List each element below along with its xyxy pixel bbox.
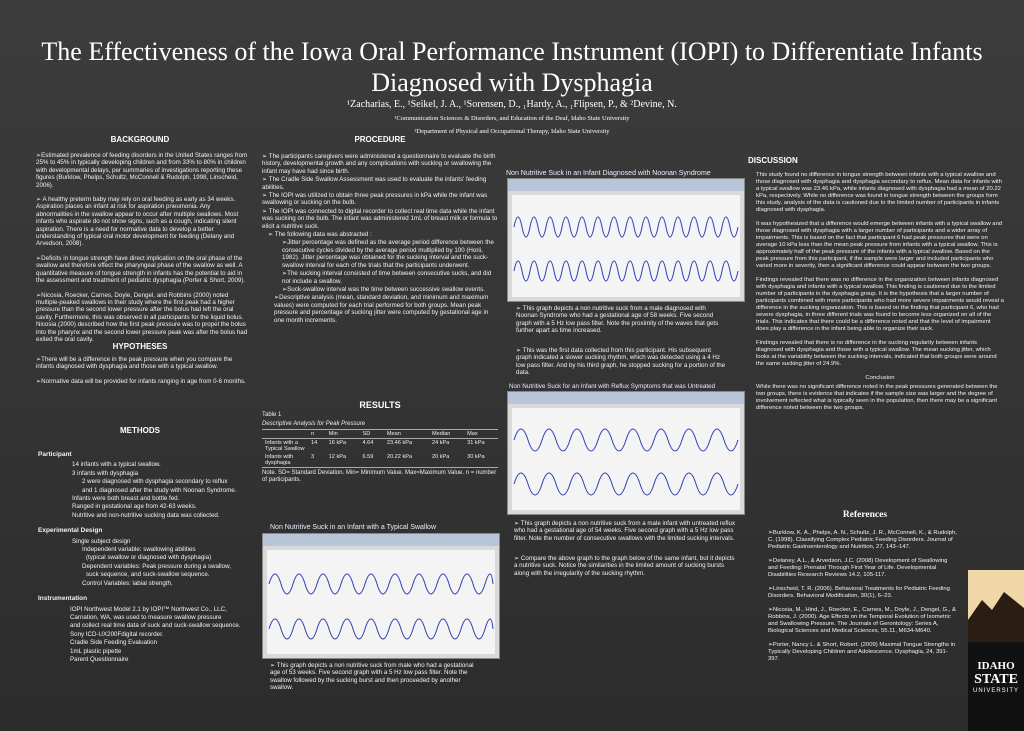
graph2-waveform bbox=[507, 391, 745, 515]
table-row bbox=[262, 439, 498, 454]
list-item: Nutritive and non-nutritive sucking data was collected. bbox=[72, 511, 220, 519]
graph3-title: Non Nutritive Suck in an Infant with a Typical Swallow bbox=[270, 524, 437, 531]
references-heading: References bbox=[842, 510, 888, 520]
list-item: Single subject design bbox=[72, 537, 131, 545]
discussion-paragraph: Findings revealed that there was no difference in the organization between infants diagnosed with dysphagia and infants with a typical swallow. This finding is cautioned due to the limited number of participants in the dysphagia group. It is the hypothesis that a larger number of participants combined with more participants who had more severe impairments would reveal a difference in the sucking organization. This is based on the finding that participant 6, who had severe dysphagia, in three different trials was found to become less organized on all of the trials. This indicates that there could be a difference noted and that the level of impairment does play a difference in the infant being able to organize their suck. bbox=[756, 277, 1004, 332]
table-cell: 12 kPa bbox=[328, 454, 347, 460]
list-item: Control Variables: labial strength. bbox=[82, 579, 173, 587]
logo-line-1: IDAHO bbox=[977, 660, 1015, 672]
affiliation-1: ¹Communication Sciences & Disorders, and Education of the Deaf, Idaho State University bbox=[394, 115, 630, 122]
hypotheses-section bbox=[36, 356, 248, 392]
graph2-caption-2: ➢ Compare the above graph to the graph below of the same infant, but it depicts a nutritive suck. Notice the similarities in the limited amount of sucking bursts along with the irregularity of the sucking rhythm. bbox=[514, 555, 735, 577]
references-section bbox=[768, 530, 958, 670]
reference-item: ➢Linscheid, T. R. (2006). Behavioral Treatments for Pediatric Feeding Disorders. Behavioral Modification, 30(1), 6–23. bbox=[768, 586, 950, 599]
procedure-item: ➢ The following data was abstracted : bbox=[268, 231, 372, 239]
procedure-item: ➢ The participants caregivers were administered a questionnaire to evaluate the birth history, developmental growth and any complications with sucking or swallowing the infant may have had since birth. bbox=[262, 153, 496, 175]
table-cell: 30 kPa bbox=[467, 454, 485, 460]
university-logo bbox=[968, 642, 1024, 731]
list-item: Carnation, WA, was used to measure swallow pressure bbox=[70, 613, 222, 621]
procedure-item: ➢ The IOPI was connected to digital recorder to collect real time data while the infant was sucking on the bulb. The infant was administered 1mL of breast milk or formula to elicit a nutritive suck. bbox=[262, 207, 498, 230]
conclusion-heading: Conclusion bbox=[865, 375, 895, 381]
graph3-waveform bbox=[262, 533, 500, 659]
mountain-image bbox=[968, 570, 1024, 642]
list-item: Dependent variables: Peak pressure during a swallow, bbox=[82, 562, 231, 570]
conclusion-paragraph: While there was no significant difference noted in the peak pressures generated between the two groups, there is evidence that indicates if the sample size was larger and the degree of involvement reflected what is typically seen in the population, then there may be a significant difference noted between the two groups. bbox=[756, 384, 998, 411]
procedure-item: ➢ The Cradle Side Swallow Assessment was used to evaluate the infants' feeding abilities. bbox=[262, 176, 487, 191]
list-item: Cradle Side Feeding Evaluation bbox=[70, 639, 158, 647]
table-caption: Descriptive Analysis for Peak Pressure bbox=[262, 421, 366, 427]
logo-line-3: UNIVERSITY bbox=[972, 688, 1019, 694]
design-heading: Experimental Design bbox=[38, 527, 103, 535]
reference-item: ➢Nicosia, M., Hind, J., Roecker, E., Carnes, M., Doyle, J., Dengel, G., & Robbins, J. (2000). Age Effects on the Temporal Evolution of Isometric and Swallowing Pressure. The Journals of Gerontology: Series A, Biological Sciences and Medical Sciences, 55.11, M634-M640. bbox=[768, 607, 956, 634]
hypotheses-heading: HYPOTHESES bbox=[112, 342, 168, 351]
discussion-section bbox=[756, 172, 1004, 419]
list-item: IOPI Northwest Model 2.1 by IOPI™ Northwest Co., LLC, bbox=[70, 605, 227, 613]
graph1-caption-1: ➢ This graph depicts a non nutritive suck from a male diagnosed with Noonan Syndrome who had a gestational age of 58 weeks. Five second graph with a 5 Hz low pass filter. Note the proximity of the waves that gets further apart as time increased. bbox=[516, 305, 719, 335]
table-label: Table 1 bbox=[262, 412, 282, 418]
discussion-paragraph: Findings revealed that there is no difference in the sucking regularity between infants diagnosed with dysphagia and those with a typical swallow. The mean sucking jitter, which looks at the variability between the sucking intervals, indicated that both groups were around the same sucking jitter of 24.9%. bbox=[756, 340, 997, 367]
graph1-caption-2: ➢ This was the first data collected from this participant. His subsequent graph indicated a slower sucking rhythm, which was detected using a 4 Hz low pass filter. And by his third graph, he stopped sucking for a portion of the data. bbox=[516, 347, 726, 377]
hypothesis-item: ➢Normative data will be provided for infants ranging in age from 0-6 months. bbox=[36, 377, 246, 385]
affiliation-2: ²Department of Physical and Occupational Therapy, Idaho State University bbox=[414, 128, 610, 135]
reference-item: ➢Delaney, A.L., & Arvedson, J.C. (2008) Development of Swallowing and Feeding: Prenatal Through First Year of Life. Developmental Disabilities Research Reviews 14.2, 105-117. bbox=[768, 558, 948, 578]
hypothesis-item: ➢There will be a difference in the peak pressure when you compare the infants diagnosed with dysphagia and those with a typical swallow. bbox=[36, 356, 233, 371]
plot-area bbox=[512, 195, 740, 297]
background-heading: BACKGROUND bbox=[110, 135, 170, 144]
table-header: SD bbox=[362, 431, 371, 437]
table-cell: 20.22 kPa bbox=[386, 454, 413, 460]
table-cell: 16 kPa bbox=[328, 440, 347, 446]
list-item: Ranged in gestational age from 42-63 weeks. bbox=[72, 503, 197, 511]
list-item: 3 infants with dysphagia bbox=[72, 469, 139, 477]
background-section bbox=[36, 152, 248, 350]
table-header: n bbox=[311, 431, 315, 437]
table-cell: Infants with a Typical Swallow bbox=[265, 440, 305, 452]
reference-item: ➢Burklow, K. A., Phelps, A. N., Schultz, J. R., McConnell, K., & Rudolph, C. (1998). Classifying Complex Pediatric Feeding Disorders. Journal of Pediatric Gastroenterology and Nutrition, 27, 143–147. bbox=[768, 530, 957, 550]
procedure-heading: PROCEDURE bbox=[354, 135, 406, 144]
table-cell: 4.64 bbox=[362, 440, 374, 446]
background-paragraph: ➢Nicosia, Roecker, Carnes, Doyle, Dengel, and Robbins (2000) noted multiple-peaked swallows in their study where the first peak had a higher pressure than the second lower pressure after the bolus had left the oral cavity. Furthermore, this was observed in all participants for the liquid bolus. Nicosia (2000) described how the first peak pressure was to propel the bolus into the pharynx and the second lower pressure peak was after the bolus had exited the oral cavity. bbox=[36, 291, 248, 343]
list-item: suck sequence, and suck-swallow sequence. bbox=[86, 571, 210, 579]
procedure-section bbox=[262, 153, 500, 325]
discussion-paragraph: It was hypothesized that a difference would emerge between infants with a typical swallow and those diagnosed with dysphagia with a larger number of participants and a wider array of impairments. This is based on the fact that participant 6 had peak pressures that were on average 10 kPa less than the mean peak pressure from infants with a typical swallow. This is approximately half of the peak pressure of the infants with a typical swallow. Based on the peak pressure from this participant, if the sample were larger and included participants who varied more in severity, then a significant difference could appear between the two groups. bbox=[756, 221, 1003, 269]
table-cell: 14 bbox=[311, 440, 318, 446]
window-bar bbox=[508, 179, 744, 191]
background-paragraph: ➢ A healthy preterm baby may rely on oral feeding as early as 34 weeks. Aspiration places an infant at risk for aspiration pneumonia. Any abnormalities in the swallow appear to occur after multiple swallows. Most infants who aspirate do not show signs, such as a cough, indicating silent aspiration. There is a need for normative data to develop a better understanding of typical oral motor development for feeding (Delany and Arvedson, 2008). bbox=[36, 196, 239, 248]
graph1-title: Non Nutritive Suck in an Infant Diagnosed with Noonan Syndrome bbox=[506, 170, 711, 177]
table-header: Mean bbox=[386, 431, 401, 437]
table-cell: 20 kPa bbox=[431, 454, 450, 460]
graph3-caption: ➢ This graph depicts a non nutritive suck from male who had a gestational age of 53 weeks. Five second graph with a 5 Hz low pass filter. Note the swallow followed by the sucking burst and then proceeded by another swallow. bbox=[270, 662, 474, 692]
procedure-item: ➢Suck-swallow interval was the time between successive swallow events. bbox=[282, 285, 485, 293]
list-item: 14 infants with a typical swallow. bbox=[72, 461, 161, 469]
methods-heading: METHODS bbox=[120, 426, 160, 435]
procedure-item: ➢Jitter percentage was defined as the average period difference between the consecutive cycles divided by the average period multiplied by 100 (Horii, 1982). Jitter percentage was obtained for the sucking interval and the suck- swallow interval for each of the trials that the participants underwent. bbox=[282, 239, 494, 269]
list-item: and 1 diagnosed after the study with Noonan Syndrome. bbox=[82, 486, 237, 494]
table-cell: 23.46 kPa bbox=[386, 440, 413, 446]
table-header: Max bbox=[467, 431, 478, 437]
results-table bbox=[262, 429, 498, 468]
list-item: (typical swallow or diagnosed with dysphagia) bbox=[86, 554, 212, 562]
background-paragraph: ➢Deficits in tongue strength have direct implication on the oral phase of the swallow and therefore effect the pharyngeal phase of the swallow as well. A quantitative measure of tongue strength in infants has the potential to aid in the assessment and treatment of pediatric dysphagia (Porter & Short, 2009). bbox=[36, 254, 246, 285]
list-item: Parent Questionnaire bbox=[70, 655, 129, 663]
background-paragraph: ➢Estimated prevalence of feeding disorders in the United States ranges from 25% to 45% in typically developing children and from 33% to 80% in children with developmental delays, per summaries of investigations reporting these figures (Burklow, Phelps, Schultz, McConnell & Rudolph, 1998, Linscheid, 2006). bbox=[36, 152, 248, 189]
window-bar bbox=[263, 534, 499, 546]
methods-section bbox=[38, 446, 253, 664]
procedure-item: ➢ The IOPI was utilized to obtain three peak pressures in kPa while the infant was swallowing or sucking on the bulb. bbox=[262, 192, 488, 207]
list-item: 2 were diagnosed with dysphagia secondary to reflux bbox=[82, 478, 228, 486]
list-item: Independent variable: swallowing abilities bbox=[82, 546, 196, 554]
table-header bbox=[262, 430, 308, 439]
graph2-caption-1: ➢ This graph depicts a non nutritive suck from a male infant with untreated reflux who had a gestational age of 54 weeks. Five second graph with a 5 Hz low pass filter. Note the number of consecutive swallows with the limited sucking intervals. bbox=[514, 520, 736, 542]
table-cell: 24 kPa bbox=[431, 440, 450, 446]
discussion-paragraph: This study found no difference in tongue strength between infants with a typical swallow and those diagnosed with dysphagia and dysphagia secondary to reflux. Mean data for infants with a typical swallow was 23.46 kPa, while infants diagnosed with dysphagia had a mean of 20.22 kPa, respectively. While no difference was found in tongue strength between the groups form this study, analysis of the data is cautioned due to the limited number of participants in infants diagnosed with dysphagia. bbox=[756, 172, 1002, 213]
procedure-item: ➢The sucking interval consisted of time between consecutive sucks, and did not include a swallow. bbox=[282, 270, 492, 285]
list-item: Infants were both breast and bottle fed. bbox=[72, 495, 180, 503]
plot-area bbox=[512, 408, 740, 510]
instrumentation-heading: Instrumentation bbox=[38, 595, 88, 603]
list-item: 1mL plastic pipette bbox=[70, 647, 122, 655]
logo-line-2: STATE bbox=[974, 672, 1018, 687]
window-bar bbox=[508, 392, 744, 404]
list-item: and collect real time data of suck and suck-swallow sequence. bbox=[70, 622, 241, 630]
graph1-waveform bbox=[507, 178, 745, 302]
table-cell: 6.59 bbox=[362, 454, 374, 460]
results-section bbox=[262, 412, 498, 484]
poster-authors: ¹Zacharias, E., ¹Seikel, J. A., ¹Sorensen, D., ₁Hardy, A., ₁Flipsen, P., & ²Devine, N. bbox=[347, 99, 677, 110]
graph2-title: Non Nutritive Suck for an Infant with Reflux Symptoms that was Untreated bbox=[509, 383, 716, 390]
discussion-heading: DISCUSSION bbox=[748, 156, 798, 165]
table-note: Note. SD= Standard Deviation. Min= Minimum Value. Max=Maximum Value. n = number of participants. bbox=[262, 470, 497, 483]
table-row bbox=[262, 453, 498, 468]
reference-item: ➢Porter, Nancy L. & Short, Robert. (2009) Maximal Tongue Strengths in Typically Developing Children and Adolescence. Dysphagia, 24, 391-397. bbox=[768, 642, 956, 662]
procedure-item: ➢Descriptive analysis (mean, standard deviation, and minimum and maximum values) were computed for each trial performed for both groups. Mean peak pressure and percentage of sucking jitter were computed by gestational age in one month increments. bbox=[274, 294, 489, 324]
table-header: Min bbox=[328, 431, 338, 437]
table-header: Median bbox=[431, 431, 451, 437]
poster-title: The Effectiveness of the Iowa Oral Performance Instrument (IOPI) to Differentiate Infants Diagnosed with Dysphagia bbox=[41, 37, 983, 97]
table-cell: 3 bbox=[311, 454, 315, 460]
table-cell: 31 kPa bbox=[467, 440, 485, 446]
results-heading: RESULTS bbox=[359, 400, 401, 410]
list-item: Sony ICD-UX200Fdigital recorder. bbox=[70, 630, 164, 638]
participant-heading: Participant bbox=[38, 451, 72, 458]
table-cell: Infants with dysphagia bbox=[265, 454, 294, 466]
